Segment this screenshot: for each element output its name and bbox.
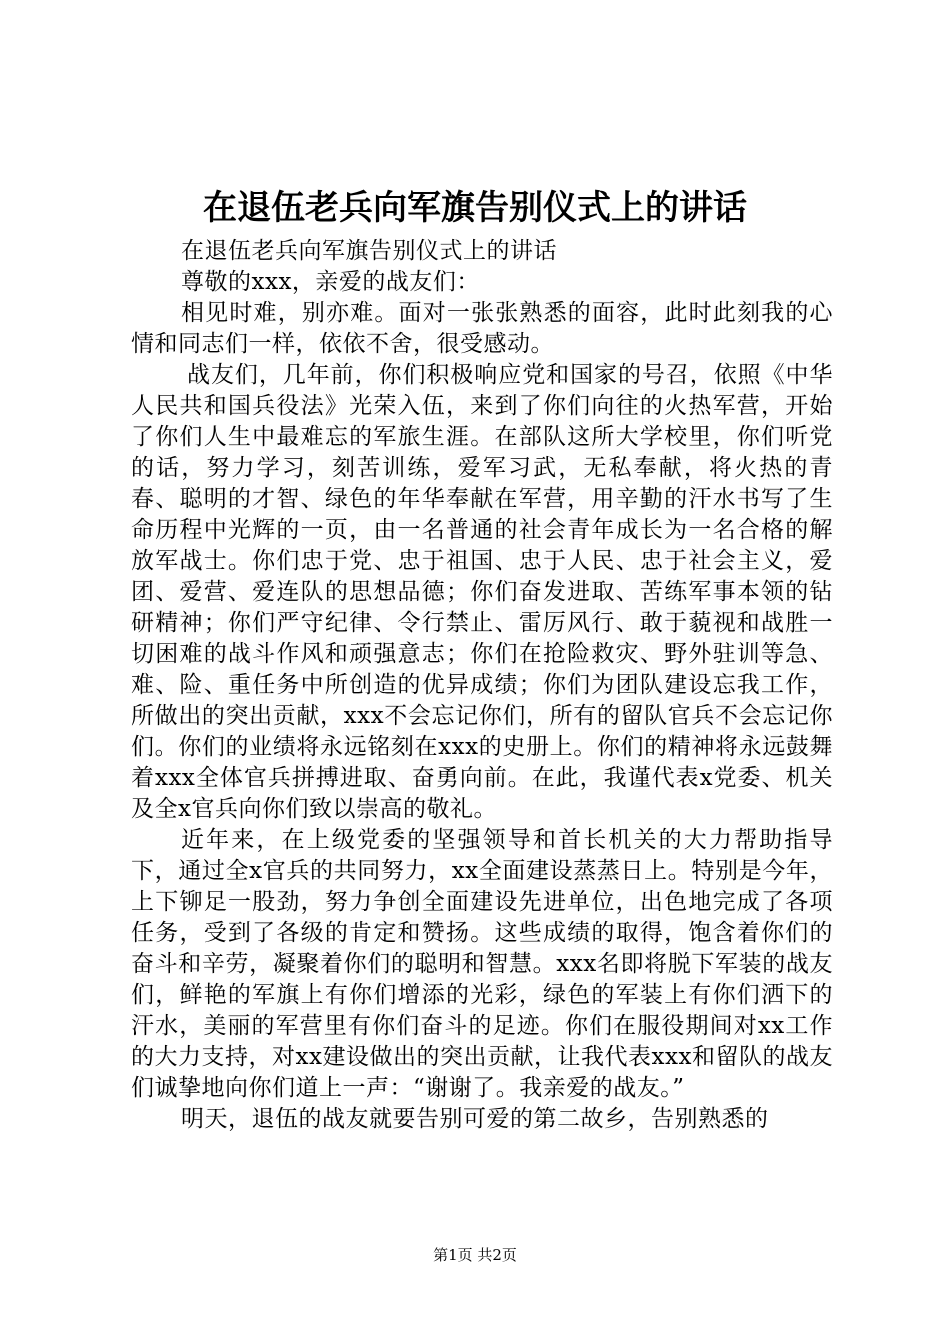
document-body (131, 236, 833, 1135)
paragraph-opening: 相见时难，别亦难。面对一张张熟悉的面容，此时此刻我的心情和同志们一样，依依不舍，很受感动。 (131, 300, 833, 357)
paragraph-body: 明天，退伍的战友就要告别可爱的第二故乡，告别熟悉的 (181, 1106, 769, 1132)
paragraph-salutation: 尊敬的xxx，亲爱的战友们： (181, 269, 480, 295)
paragraph-body: 战友们，几年前，你们积极响应党和国家的号召，依照《中华人民共和国兵役法》光荣入伍，来到了你们向往的火热军营，开始了你们人生中最难忘的军旅生涯。在部队这所大学校里，你们听党的话，努力学习，刻苦训练，爱军习武，无私奉献，将火热的青春、聪明的才智、绿色的年华奉献在军营，用辛勤的汗水书写了生命历程中光辉的一页，由一名普通的社会青年成长为一名合格的解放军战士。你们忠于党、忠于祖国、忠于人民、忠于社会主义，爱团、爱营、爱连队的思想品德；你们奋发进取、苦练军事本领的钻研精神；你们严守纪律、令行禁止、雷厉风行、敢于藐视和战胜一切困难的战斗作风和顽强意志；你们在抢险救灾、野外驻训等急、难、险、重任务中所创造的优异成绩；你们为团队建设忘我工作，所做出的突出贡献，xxx不会忘记你们，所有的留队官兵不会忘记你们。你们的业绩将永远铭刻在xxx的史册上。你们的精神将永远鼓舞着xxx全体官兵拼搏进取、奋勇向前。在此，我谨代表x党委、机关及全x官兵向你们致以崇高的敬礼。 (131, 362, 833, 822)
page-footer: 第1页 共2页 (433, 1246, 517, 1264)
paragraph-body: 近年来，在上级党委的坚强领导和首长机关的大力帮助指导下，通过全x官兵的共同努力，xx全面建设蒸蒸日上。特别是今年，上下铆足一股劲，努力争创全面建设先进单位，出色地完成了各项任务，受到了各级的肯定和赞扬。这些成绩的取得，饱含着你们的奋斗和辛劳，凝聚着你们的聪明和智慧。xxx名即将脱下军装的战友们，鲜艳的军旗上有你们增添的光彩，绿色的军装上有你们洒下的汗水，美丽的军营里有你们奋斗的足迹。你们在服役期间对xx工作的大力支持，对xx建设做出的突出贡献，让我代表xxx和留队的战友们诚挚地向你们道上一声：“谢谢了。我亲爱的战友。” (131, 827, 833, 1101)
paragraph-subtitle: 在退伍老兵向军旗告别仪式上的讲话 (181, 238, 557, 264)
document-title: 在退伍老兵向军旗告别仪式上的讲话 (203, 188, 747, 228)
